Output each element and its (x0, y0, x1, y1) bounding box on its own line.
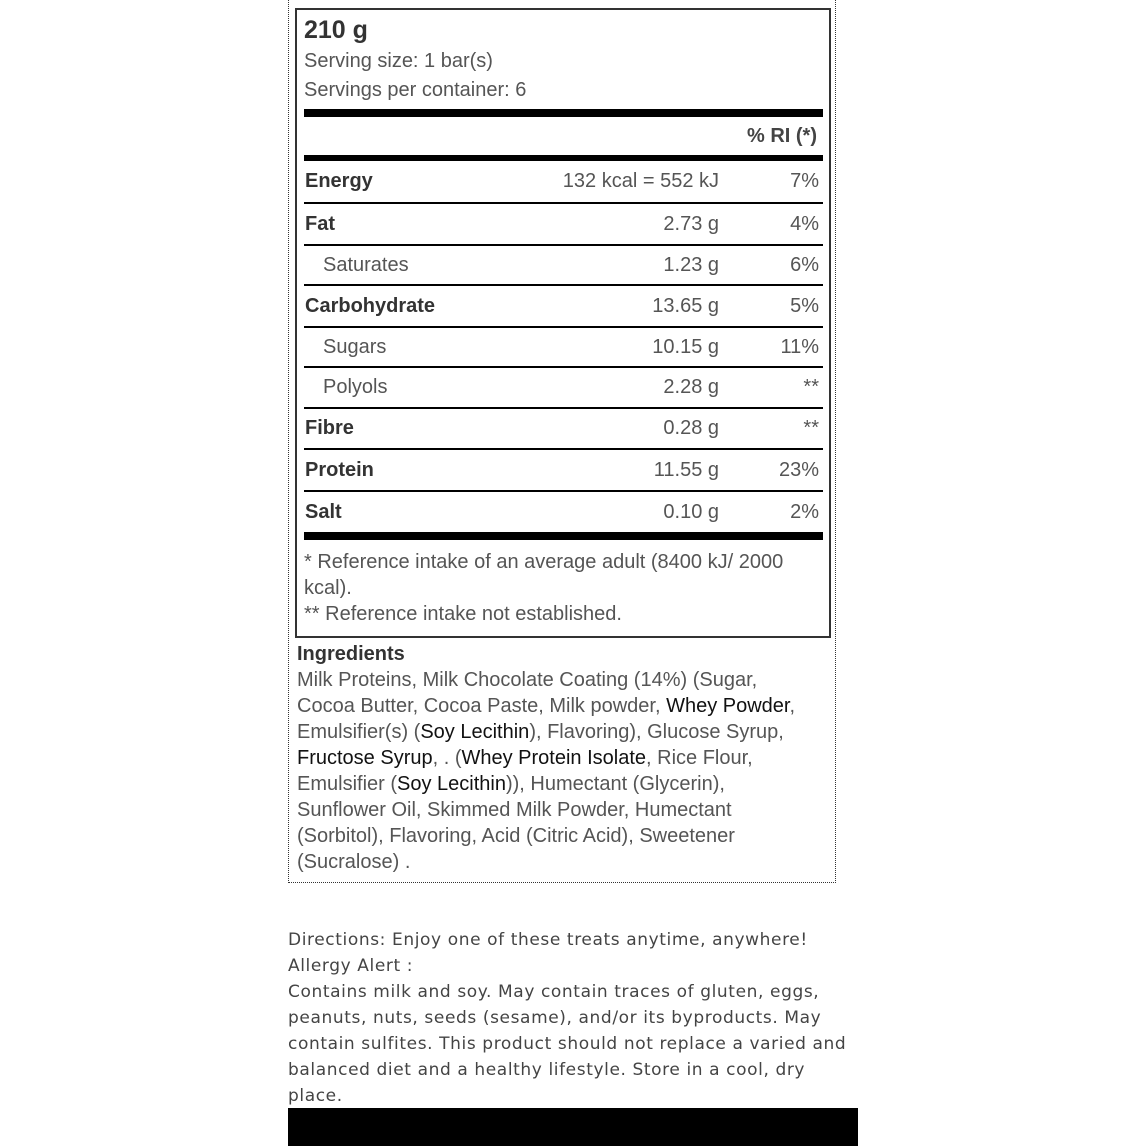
nutrient-name: Energy (305, 170, 373, 192)
directions-section (288, 927, 848, 1109)
nutrient-name: Carbohydrate (305, 294, 436, 317)
package-weight: 210 g (304, 16, 368, 44)
nutrient-amount: 2.73 g (663, 212, 719, 235)
ingredients-title: Ingredients (297, 643, 405, 665)
footnotes (304, 540, 823, 627)
nutrient-ri: 23% (778, 458, 819, 481)
nutrient-row-polyols (304, 368, 823, 409)
nutrition-box (288, 0, 836, 883)
nutrient-name: Fat (305, 212, 335, 235)
nutrient-amount: 2.28 g (663, 376, 719, 398)
black-footer-bar (288, 1108, 858, 1146)
ingredient-highlight: Whey Powder (666, 695, 790, 717)
ingredient-text: ), Flavoring), Glucose Syrup, (529, 721, 784, 743)
ingredient-highlight: Soy Lecithin (420, 721, 530, 743)
nutrient-name: Sugars (323, 335, 387, 358)
nutrient-ri: 2% (790, 500, 819, 523)
nutrient-name: Polyols (323, 376, 388, 398)
nutrient-row-fat (304, 204, 823, 246)
ingredient-text: )), Humectant (Glycerin), Sunflower Oil, Skimmed Milk Powder, Humectant (Sorbitol), Flavoring, Acid (Citric Acid), Sweetener (Sucralose) . (297, 773, 735, 873)
ingredient-text: , Rice Flour, Emulsifier ( (297, 747, 753, 795)
divider-thick (304, 532, 823, 540)
nutrient-ri: 11% (780, 335, 819, 358)
nutrient-row-sugars (304, 328, 823, 368)
nutrient-amount: 132 kcal = 552 kJ (562, 170, 719, 192)
nutrient-ri: ** (803, 376, 819, 398)
footnote-not-established: ** Reference intake not established. (304, 603, 622, 625)
nutrient-ri: 7% (790, 170, 819, 192)
ingredients-text (297, 667, 817, 875)
nutrient-amount: 1.23 g (663, 253, 719, 276)
ingredient-highlight: Whey Protein Isolate (461, 747, 647, 769)
nutrition-facts-panel (295, 8, 831, 638)
nutrient-row-carbohydrate (304, 286, 823, 328)
ri-header: % RI (*) (747, 125, 817, 147)
serving-size: Serving size: 1 bar(s) (304, 50, 493, 72)
nutrient-row-saturates (304, 246, 823, 286)
ingredient-text: , Emulsifier(s) ( (297, 695, 796, 743)
ingredients-section (297, 641, 817, 875)
nutrient-row-energy (304, 161, 823, 204)
nutrient-name: Saturates (323, 253, 409, 276)
nutrient-name: Protein (305, 458, 374, 481)
nutrient-amount: 0.10 g (663, 500, 719, 523)
nutrient-amount: 13.65 g (652, 294, 719, 317)
nutrient-amount: 10.15 g (652, 335, 719, 358)
nutrient-amount: 11.55 g (653, 458, 719, 481)
ingredient-highlight: Fructose Syrup (297, 747, 433, 769)
nutrient-name: Salt (305, 500, 342, 523)
nutrient-ri: 6% (790, 253, 819, 276)
nutrient-row-fibre (304, 409, 823, 450)
nutrient-row-protein (304, 450, 823, 492)
nutrient-ri: 4% (790, 212, 819, 235)
nutrient-ri: ** (803, 417, 819, 439)
divider-thick (304, 109, 823, 117)
nutrient-amount: 0.28 g (663, 417, 719, 439)
directions-text: Directions: Enjoy one of these treats anytime, anywhere! (288, 930, 808, 950)
footnote-reference-intake: * Reference intake of an average adult (8400 kJ/ 2000 kcal). (304, 551, 784, 599)
nutrient-ri: 5% (790, 294, 819, 317)
ingredient-text: , . ( (432, 747, 462, 769)
ingredient-text: Milk Proteins, Milk Chocolate Coating (14%) (Sugar, Cocoa Butter, Cocoa Paste, Milk powder, (297, 669, 758, 717)
nutrient-row-salt (304, 492, 823, 532)
ingredient-highlight: Soy Lecithin (397, 773, 506, 795)
nutrient-name: Fibre (305, 417, 354, 439)
servings-per-container: Servings per container: 6 (304, 79, 527, 101)
allergy-alert-text: Contains milk and soy. May contain traces of gluten, eggs, peanuts, nuts, seeds (sesame), and/or its byproducts. May contain sulfites. This product should not replace a varied and balanced diet and a healthy lifestyle. Store in a cool, dry place. (288, 982, 847, 1106)
allergy-alert-title: Allergy Alert : (288, 956, 414, 976)
